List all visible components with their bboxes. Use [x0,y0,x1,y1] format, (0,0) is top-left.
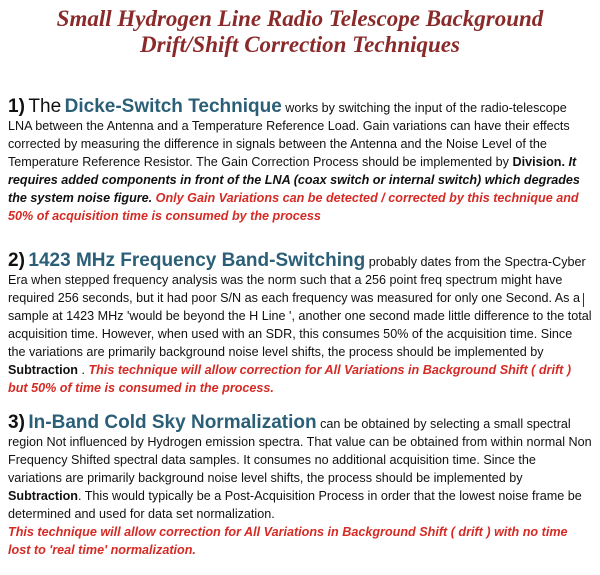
section-body: works by switching the input of the radio-telescope LNA between the Antenna and a Temperature Reference Load. Gain variations can have their effects corrected by measuring the difference in signals between the Antenna and the Noise Level of the Temperature Reference Resistor. The Gain Correction Process should be implemented by [8,101,570,169]
title-line-2: Drift/Shift Correction Techniques [140,32,460,57]
section-red-note: Only Gain Variations can be detected / corrected by this technique and 50% of acquisition time is consumed by the process [8,191,579,223]
title-line-1: Small Hydrogen Line Radio Telescope Background [56,6,544,31]
section-red-note: This technique will allow correction for All Variations in Background Shift ( drift ) but 50% of time is consumed in the process. [8,363,572,395]
section-bold-term: Division. [512,155,565,169]
text-cursor [583,293,584,307]
section-body-tail: . This would typically be a Post-Acquisition Process in order that the lowest noise frame be determined and used for data set normalization. [8,489,582,521]
section-cold-sky-normalization [8,414,592,559]
section-body: probably dates from the Spectra-Cyber Era when stepped frequency analysis was the norm such that a 256 point freq spectrum might have required 256 seconds, but it had poor S/N as each frequency was measured for only one Second. As a sample at 1423 MHz 'would be beyond the H Line ', another one second made little difference to the total acquisition time. However, when used with an SDR, this consumes 50% of the acquisition time. Since the variations are primarily background noise level shifts, the process should be implemented by [8,255,592,359]
section-heading: Dicke-Switch Technique [64,96,282,117]
section-red-note: This technique will allow correction for All Variations in Background Shift ( drift ) with no time lost to 'real time' normalization. [8,525,568,557]
section-number: 1) [8,96,25,117]
section-lead-word: The [28,96,62,117]
section-dicke-switch [8,98,592,225]
section-number: 2) [8,250,25,271]
section-bold-term: Subtraction [8,489,78,503]
section-heading: In-Band Cold Sky Normalization [28,412,317,433]
section-bold-term: Subtraction [8,363,78,377]
section-body-tail: . [77,363,89,377]
section-band-switching [8,252,592,397]
section-heading: 1423 MHz Frequency Band-Switching [28,250,366,271]
section-body: can be obtained by selecting a small spectral region Not influenced by Hydrogen emission spectra. That value can be obtained from within normal Non Frequency Shifted spectral data samples. It consumes no additional acquisition time. Since the variations are primarily background noise level shifts, the process should be implemented by [8,417,592,485]
section-number: 3) [8,412,25,433]
document-title [0,6,600,58]
section-italic-note: It requires added components in front of the LNA (coax switch or internal switch) which degrades the system noise figure. [8,155,580,205]
